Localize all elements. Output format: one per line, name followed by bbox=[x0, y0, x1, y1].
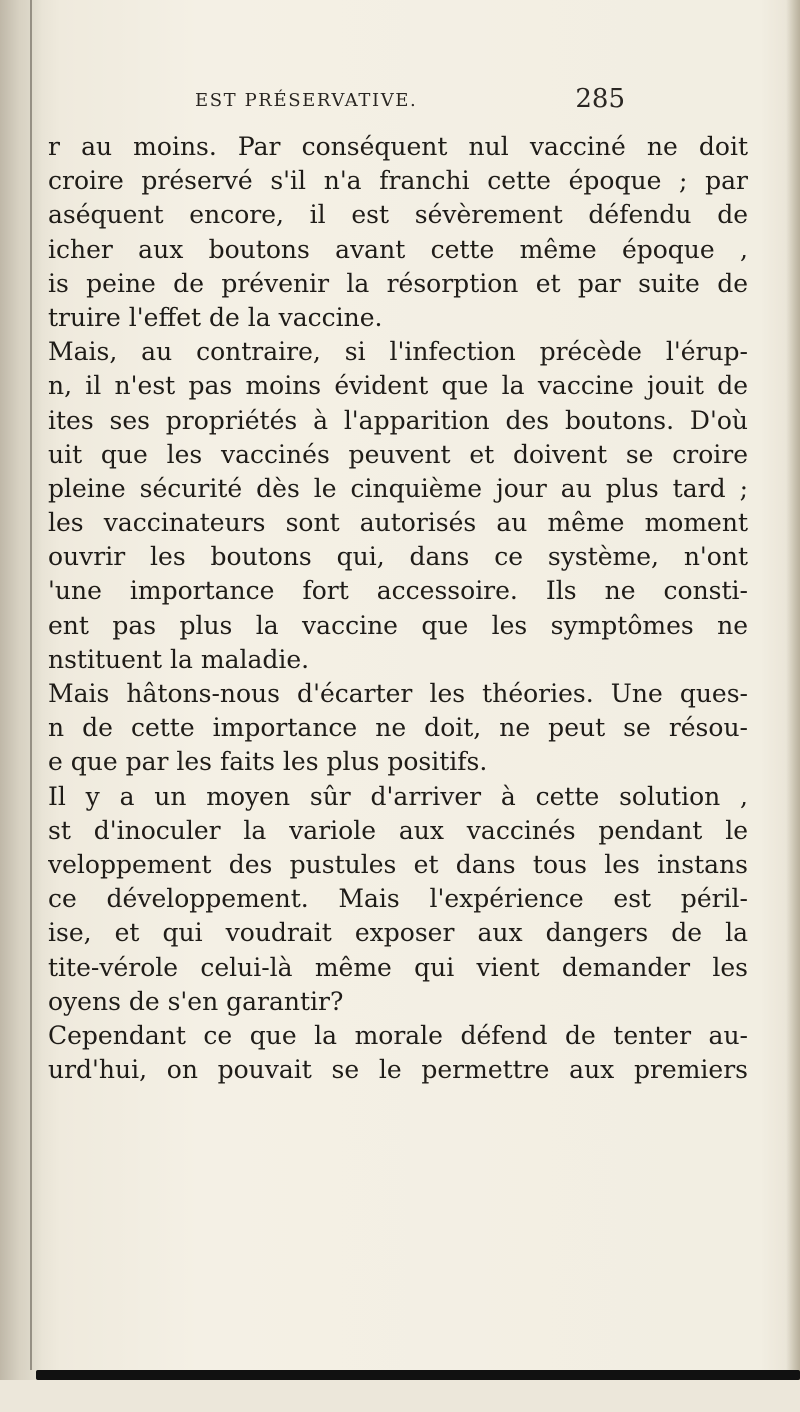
gutter-fold-line bbox=[30, 0, 32, 1370]
text-line: urd'hui, on pouvait se le permettre aux premiers bbox=[48, 1055, 748, 1085]
text-line: ent pas plus la vaccine que les symptômes ne bbox=[48, 610, 748, 640]
text-line: n de cette importance ne doit, ne peut se résou- bbox=[48, 713, 748, 743]
text-line: uit que les vaccinés peuvent et doivent se croire bbox=[48, 439, 748, 469]
text-line: oyens de s'en garantir? bbox=[48, 986, 344, 1016]
running-title: EST PRÉSERVATIVE. bbox=[195, 90, 418, 111]
body-text bbox=[48, 130, 748, 1087]
text-line: n, il n'est pas moins évident que la vaccine jouit de bbox=[48, 371, 748, 401]
text-line: truire l'effet de la vaccine. bbox=[48, 302, 383, 332]
page-header bbox=[195, 84, 625, 120]
text-line: pleine sécurité dès le cinquième jour au plus tard ; bbox=[48, 473, 748, 503]
text-line: les vaccinateurs sont autorisés au même moment bbox=[48, 508, 748, 538]
text-line: ce développement. Mais l'expérience est péril- bbox=[48, 884, 748, 914]
text-line: icher aux boutons avant cette même époque , bbox=[48, 234, 748, 264]
text-line: Mais hâtons-nous d'écarter les théories. Une ques- bbox=[48, 679, 748, 708]
bottom-margin bbox=[0, 1380, 800, 1412]
text-line: Cependant ce que la morale défend de tenter au- bbox=[48, 1020, 748, 1050]
text-line: is peine de prévenir la résorption et par suite de bbox=[48, 268, 748, 298]
text-line: aséquent encore, il est sévèrement défendu de bbox=[48, 200, 748, 230]
text-line: croire préservé s'il n'a franchi cette époque ; par bbox=[48, 166, 748, 196]
page-number: 285 bbox=[575, 84, 625, 114]
text-line: veloppement des pustules et dans tous les instans bbox=[48, 849, 748, 879]
text-line: 'une importance fort accessoire. Ils ne consti- bbox=[48, 576, 748, 606]
text-line: ouvrir les boutons qui, dans ce système, n'ont bbox=[48, 542, 748, 572]
text-line: Il y a un moyen sûr d'arriver à cette solution , bbox=[48, 781, 748, 811]
bottom-edge-bar bbox=[36, 1370, 800, 1380]
text-line: Mais, au contraire, si l'infection précède l'érup- bbox=[48, 337, 748, 367]
text-line: nstituent la maladie. bbox=[48, 644, 310, 674]
page-right-edge bbox=[786, 0, 800, 1412]
text-line: e que par les faits les plus positifs. bbox=[48, 747, 488, 777]
text-line: st d'inoculer la variole aux vaccinés pendant le bbox=[48, 815, 748, 845]
text-line: ites ses propriétés à l'apparition des boutons. D'où bbox=[48, 405, 748, 435]
text-line: tite-vérole celui-là même qui vient demander les bbox=[48, 952, 748, 982]
text-line: r au moins. Par conséquent nul vacciné ne doit bbox=[48, 132, 748, 161]
text-line: ise, et qui voudrait exposer aux dangers de la bbox=[48, 918, 748, 948]
book-gutter bbox=[0, 0, 42, 1412]
